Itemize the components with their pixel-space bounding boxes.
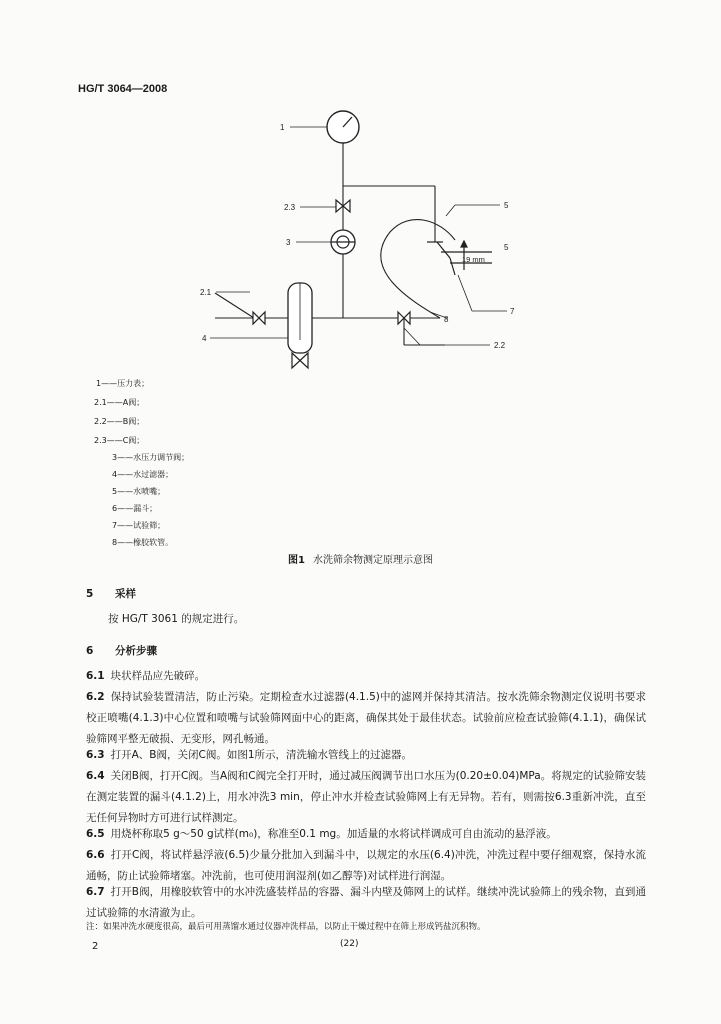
water-filter [288,283,312,368]
legend-item: 2.3——C阀； [94,436,145,445]
section-title: 采样 [114,588,136,600]
step-6-1: 6.1 块状样品应先破碎。 [86,670,206,682]
figure-caption [0,551,721,566]
label-7: 7 [510,307,515,316]
pressure-regulator [331,230,355,254]
legend-item: 6——漏斗； [112,504,158,513]
step-6-2: 6.2 保持试验装置清洁，防止污染。定期检查水过滤器(4.1.5)中的滤网并保持其清洁。按水洗筛余物测定仪说明书要求校正喷嘴(4.1.3)中心位置和喷嘴与试验筛网面中心的距离，确保其处于最佳状态。试验前应检查试验筛(4.1.1)，确保试验筛网平整无破损、无变形，网孔畅通。 [86,691,646,745]
apparatus-diagram [190,105,530,375]
pressure-gauge [327,111,359,148]
step-6-7: 6.7 打开B阀，用橡胶软管中的水冲洗盛装样品的容器、漏斗内壁及筛网上的试样。继续冲洗试验筛上的残余物，直到通过试验筛的水清澈为止。 [86,886,646,919]
legend-item: 1——压力表； [96,379,150,388]
legend-item: 5——水喷嘴； [112,487,166,496]
legend-item: 4——水过滤器； [112,470,174,479]
section-number: 6 [86,645,94,657]
label-5b: 5 [504,243,509,252]
dimension-label: 19 mm [462,255,485,264]
section-6-heading [86,643,157,658]
label-4: 4 [202,334,207,343]
label-2-3: 2.3 [284,203,296,212]
legend-item: 2.2——B阀； [94,417,145,426]
section-5-heading [86,586,136,601]
label-2-1: 2.1 [200,288,212,297]
section-title: 分析步骤 [114,645,157,657]
label-1: 1 [280,123,285,132]
note: 注：如果冲洗水硬度很高，最后可用蒸馏水通过仪器冲洗样品，以防止干燥过程中在筛上形成钙盐沉积物。 [86,922,486,932]
section-number: 5 [86,588,94,600]
legend-item: 8——橡胶软管。 [112,538,174,547]
legend-item: 7——试验筛； [112,521,166,530]
step-6-6: 6.6 打开C阀，将试样悬浮液(6.5)少量分批加入到漏斗中，以规定的水压(6.4)冲洗，冲洗过程中要仔细观察，保持水流通畅，防止试验筛堵塞。冲洗前，也可使用润湿剂(如乙醇等)对试样进行润湿。 [86,849,646,882]
document-header: HG/T 3064—2008 [78,83,168,95]
legend-item: 3——水压力调节阀； [112,453,190,462]
label-2-2: 2.2 [494,341,506,350]
label-3: 3 [286,238,291,247]
footer-number: (22) [340,939,359,949]
section-5-text: 按 HG/T 3061 的规定进行。 [108,613,245,625]
step-6-4: 6.4 关闭B阀，打开C阀。当A阀和C阀完全打开时，通过减压阀调节出口水压为(0.20±0.04)MPa。将规定的试验筛安装在测定装置的漏斗(4.1.2)上，用水冲洗3 min，停止冲水并检查试验筛网上有无异物。若有，则需按6.3重新冲洗，直至无任何异物时方可进行试样测定。 [86,770,646,824]
legend-item: 2.1——A阀； [94,398,145,407]
step-6-3: 6.3 打开A、B阀，关闭C阀。如图1所示，清洗输水管线上的过滤器。 [86,749,413,761]
step-6-5: 6.5 用烧杯称取5 g～50 g试样(m₀)，称准至0.1 mg。加适量的水将试样调成可自由流动的悬浮液。 [86,828,557,840]
figure-title: 水洗筛余物测定原理示意图 [312,555,433,566]
page-number: 2 [92,941,99,952]
label-8: 8 [444,315,449,324]
label-5a: 5 [504,201,509,210]
figure-number: 图1 [288,555,305,566]
valve-a [253,312,265,324]
